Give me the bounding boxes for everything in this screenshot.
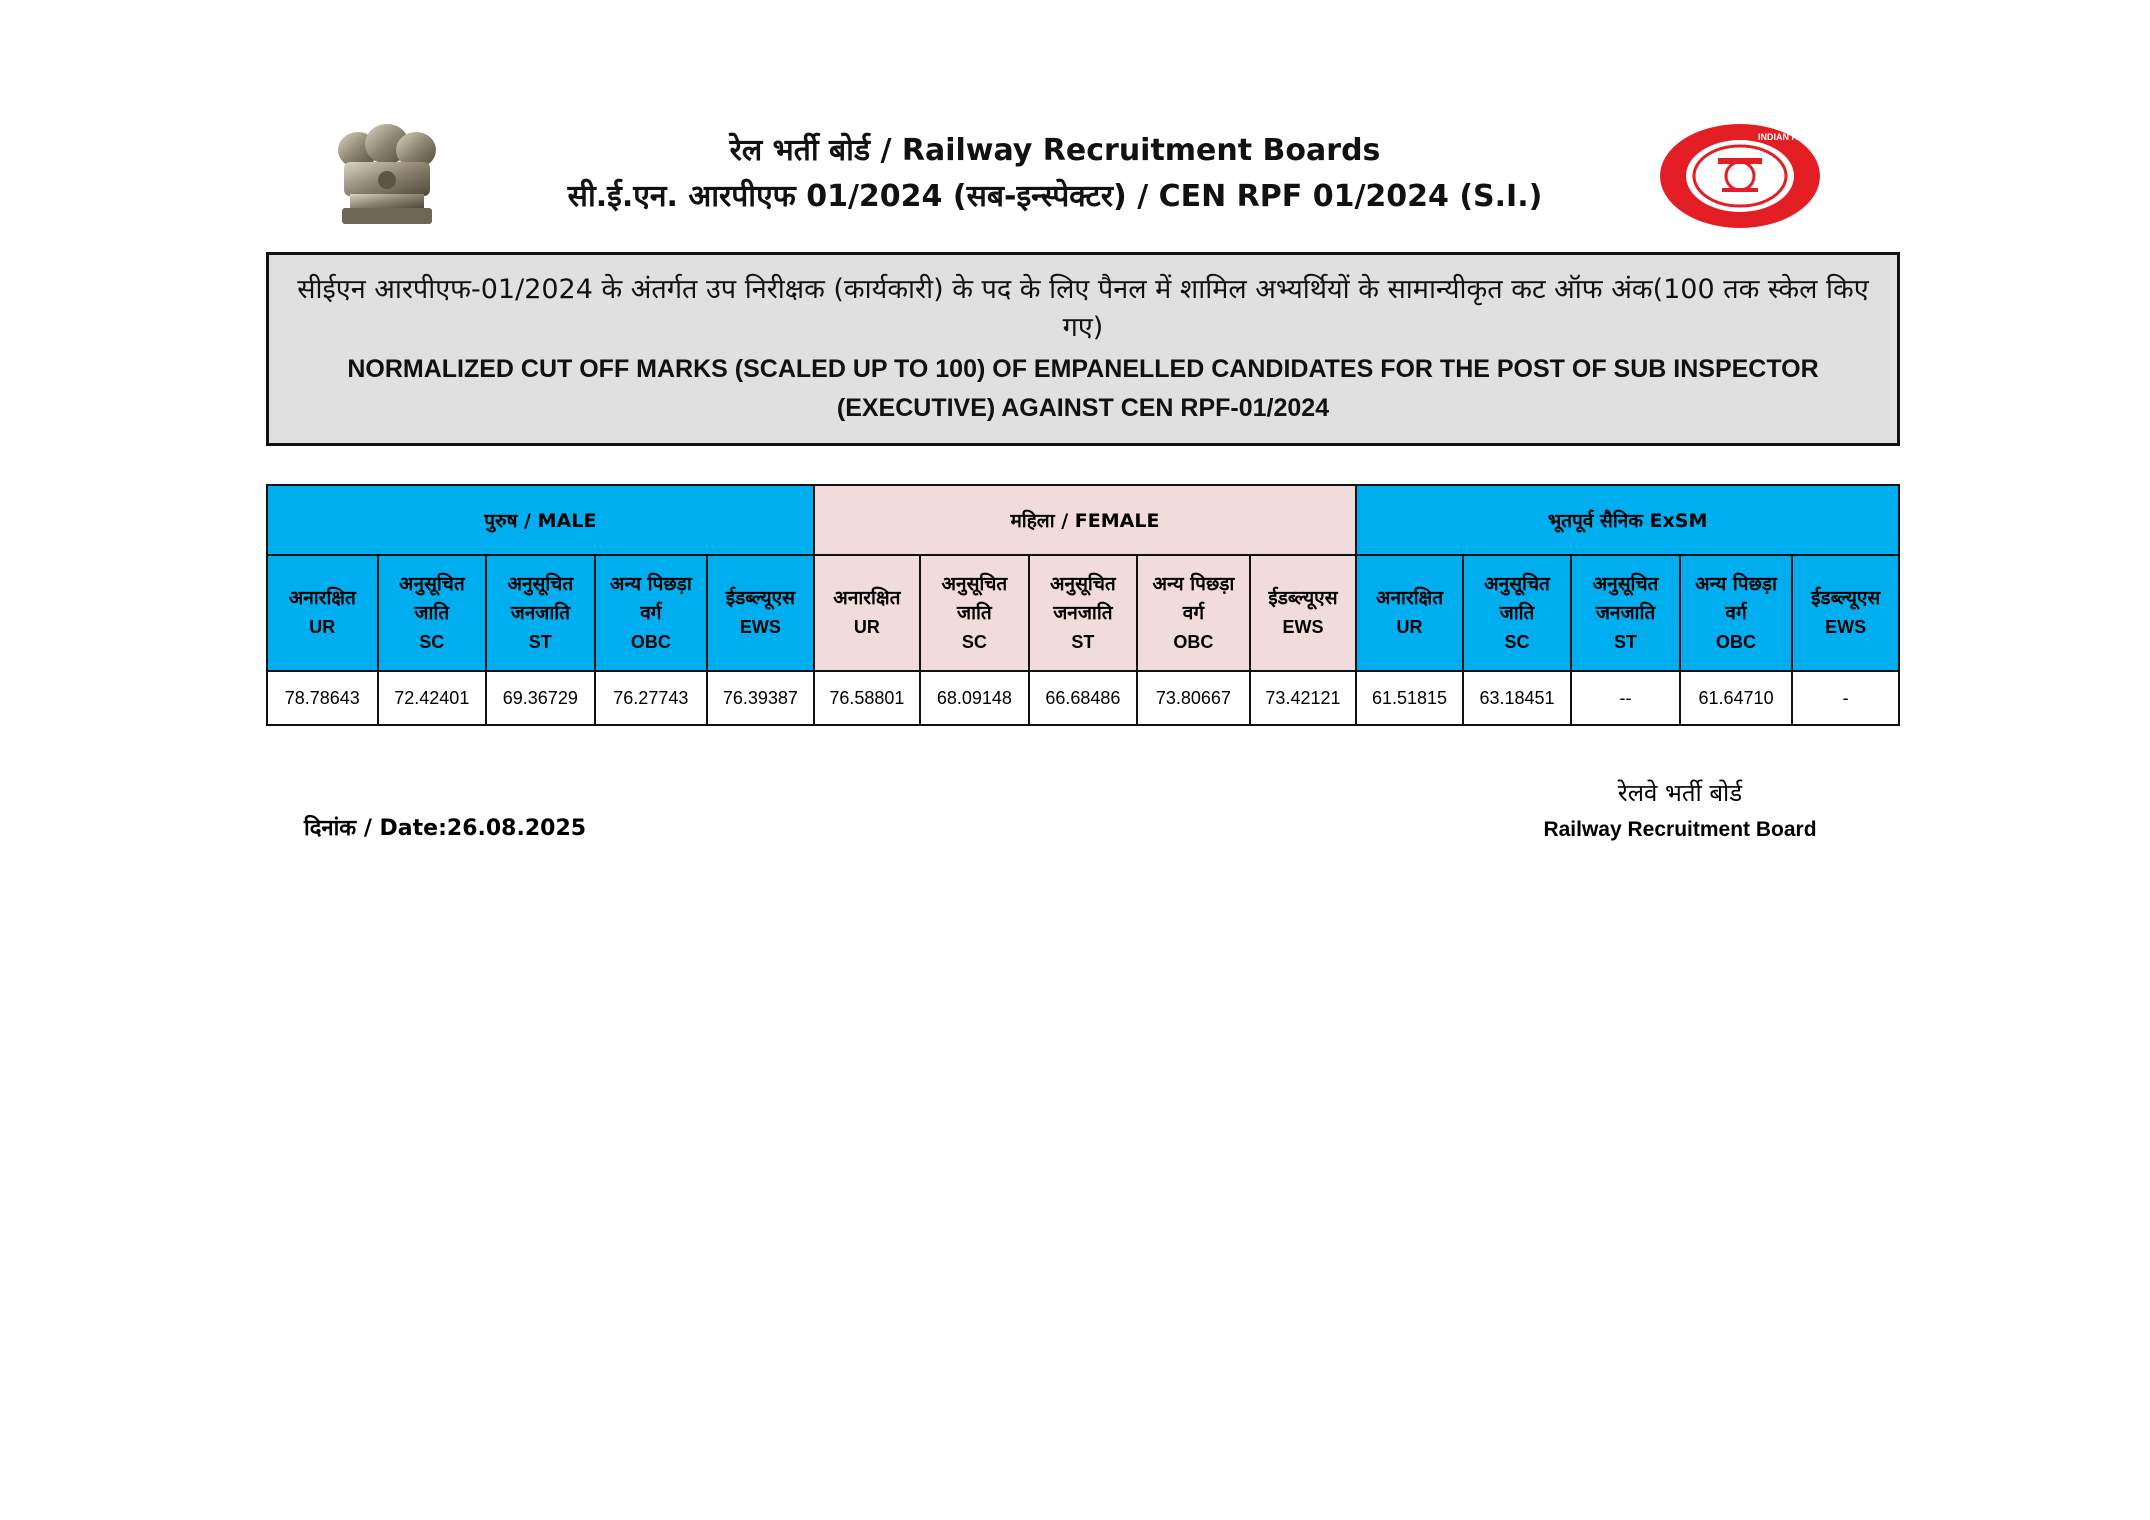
category-header-female-obc — [1137, 555, 1250, 671]
group-exsm: भूतपूर्व सैनिक ExSM — [1356, 485, 1899, 555]
category-label-hindi: अनुसूचित जाति — [941, 572, 1008, 624]
cutoff-value-male-st: 69.36729 — [486, 671, 595, 725]
category-header-female-st — [1029, 555, 1138, 671]
category-label-hindi: अन्य पिछड़ा वर्ग — [1152, 572, 1235, 624]
category-label-english: OBC — [1173, 631, 1214, 652]
cutoff-value-female-ur: 76.58801 — [814, 671, 921, 725]
category-header-female-ur — [814, 555, 921, 671]
logo-text: INDIAN RAILWAYS — [1758, 132, 1838, 142]
category-label-english: ST — [1071, 631, 1095, 652]
cutoff-value-male-obc: 76.27743 — [595, 671, 708, 725]
cutoff-value-male-ews: 76.39387 — [707, 671, 814, 725]
category-label-hindi: अनारक्षित — [1375, 587, 1444, 609]
cutoff-value-exsm-st: -- — [1571, 671, 1680, 725]
category-label-hindi: ईडब्ल्यूएस — [725, 587, 795, 609]
category-header-exsm-st — [1571, 555, 1680, 671]
category-label-hindi: अनुसूचित जाति — [1484, 572, 1550, 624]
category-label-hindi: अनुसूचित जाति — [398, 572, 465, 624]
cutoff-value-exsm-sc: 63.18451 — [1463, 671, 1572, 725]
category-header-row — [267, 555, 1899, 671]
cutoff-value-male-sc: 72.42401 — [378, 671, 487, 725]
category-header-exsm-sc — [1463, 555, 1572, 671]
cutoff-value-female-ews: 73.42121 — [1250, 671, 1357, 725]
category-header-exsm-ur — [1356, 555, 1463, 671]
category-header-female-sc — [920, 555, 1029, 671]
category-label-english: ST — [528, 631, 552, 652]
category-label-hindi: अनुसूचित जनजाति — [1592, 572, 1659, 624]
signatory-hindi: रेलवे भर्ती बोर्ड — [1617, 779, 1743, 807]
category-label-hindi: ईडब्ल्यूएस — [1268, 587, 1338, 609]
cen-heading: सी.ई.एन. आरपीएफ 01/2024 (सब-इन्स्पेक्टर) / CEN RPF 01/2024 (S.I.) — [567, 179, 1543, 214]
title-english: NORMALIZED CUT OFF MARKS (SCALED UP TO 100) OF EMPANELLED CANDIDATES FOR THE POST OF SUB INSPECTOR (EXECUTIVE) AGAINST CEN RPF-01/2024 — [347, 355, 1819, 422]
cutoff-value-exsm-ur: 61.51815 — [1356, 671, 1463, 725]
category-label-hindi: अनारक्षित — [288, 587, 356, 609]
category-label-hindi: अन्य पिछड़ा वर्ग — [1695, 572, 1777, 624]
title-box — [266, 252, 1900, 446]
cutoff-value-exsm-obc: 61.64710 — [1680, 671, 1793, 725]
cutoff-value-female-st: 66.68486 — [1029, 671, 1138, 725]
title-hindi: सीईएन आरपीएफ-01/2024 के अंतर्गत उप निरीक्षक (कार्यकारी) के पद के लिए पैनल में शामिल अभ्यर्थियों के सामान्यीकृत कट ऑफ अंक(100 तक स्केल किए गए) — [297, 274, 1869, 343]
category-label-hindi: ईडब्ल्यूएस — [1811, 587, 1881, 609]
category-header-male-st — [486, 555, 595, 671]
category-label-english: EWS — [1825, 617, 1867, 637]
cutoff-value-female-sc: 68.09148 — [920, 671, 1029, 725]
indian-railways-logo-icon — [1658, 122, 1838, 230]
category-header-male-sc — [378, 555, 487, 671]
category-header-male-ews — [707, 555, 814, 671]
category-header-male-obc — [595, 555, 708, 671]
category-label-english: SC — [419, 631, 445, 652]
category-label-hindi: अनारक्षित — [833, 587, 901, 609]
category-label-english: OBC — [630, 631, 671, 652]
category-header-male-ur — [267, 555, 378, 671]
category-label-english: UR — [853, 617, 880, 637]
category-label-english: EWS — [1282, 617, 1324, 637]
cutoff-value-female-obc: 73.80667 — [1137, 671, 1250, 725]
category-label-hindi: अनुसूचित जनजाति — [1050, 572, 1116, 624]
category-label-english: OBC — [1716, 631, 1757, 652]
category-label-english: UR — [1396, 617, 1423, 637]
category-header-female-ews — [1250, 555, 1357, 671]
category-header-exsm-obc — [1680, 555, 1793, 671]
group-male: पुरुष / MALE — [267, 485, 814, 555]
issue-date: दिनांक / Date:26.08.2025 — [304, 816, 587, 841]
category-label-english: SC — [961, 631, 987, 652]
table-row — [267, 671, 1899, 725]
category-label-english: EWS — [739, 617, 781, 637]
cutoff-value-male-ur: 78.78643 — [267, 671, 378, 725]
category-label-hindi: अनुसूचित जनजाति — [507, 572, 574, 624]
board-heading: रेल भर्ती बोर्ड / Railway Recruitment Boards — [729, 133, 1381, 168]
cutoff-table — [266, 484, 1900, 726]
national-emblem-icon — [328, 122, 446, 230]
category-label-hindi: अन्य पिछड़ा वर्ग — [609, 572, 692, 624]
category-label-english: ST — [1614, 631, 1638, 652]
category-label-english: SC — [1504, 631, 1530, 652]
group-female: महिला / FEMALE — [814, 485, 1357, 555]
cutoff-value-exsm-ews: - — [1792, 671, 1899, 725]
signatory-english: Railway Recruitment Board — [1543, 818, 1817, 841]
category-header-exsm-ews — [1792, 555, 1899, 671]
category-label-english: UR — [309, 617, 336, 637]
group-header-row — [267, 485, 1899, 555]
